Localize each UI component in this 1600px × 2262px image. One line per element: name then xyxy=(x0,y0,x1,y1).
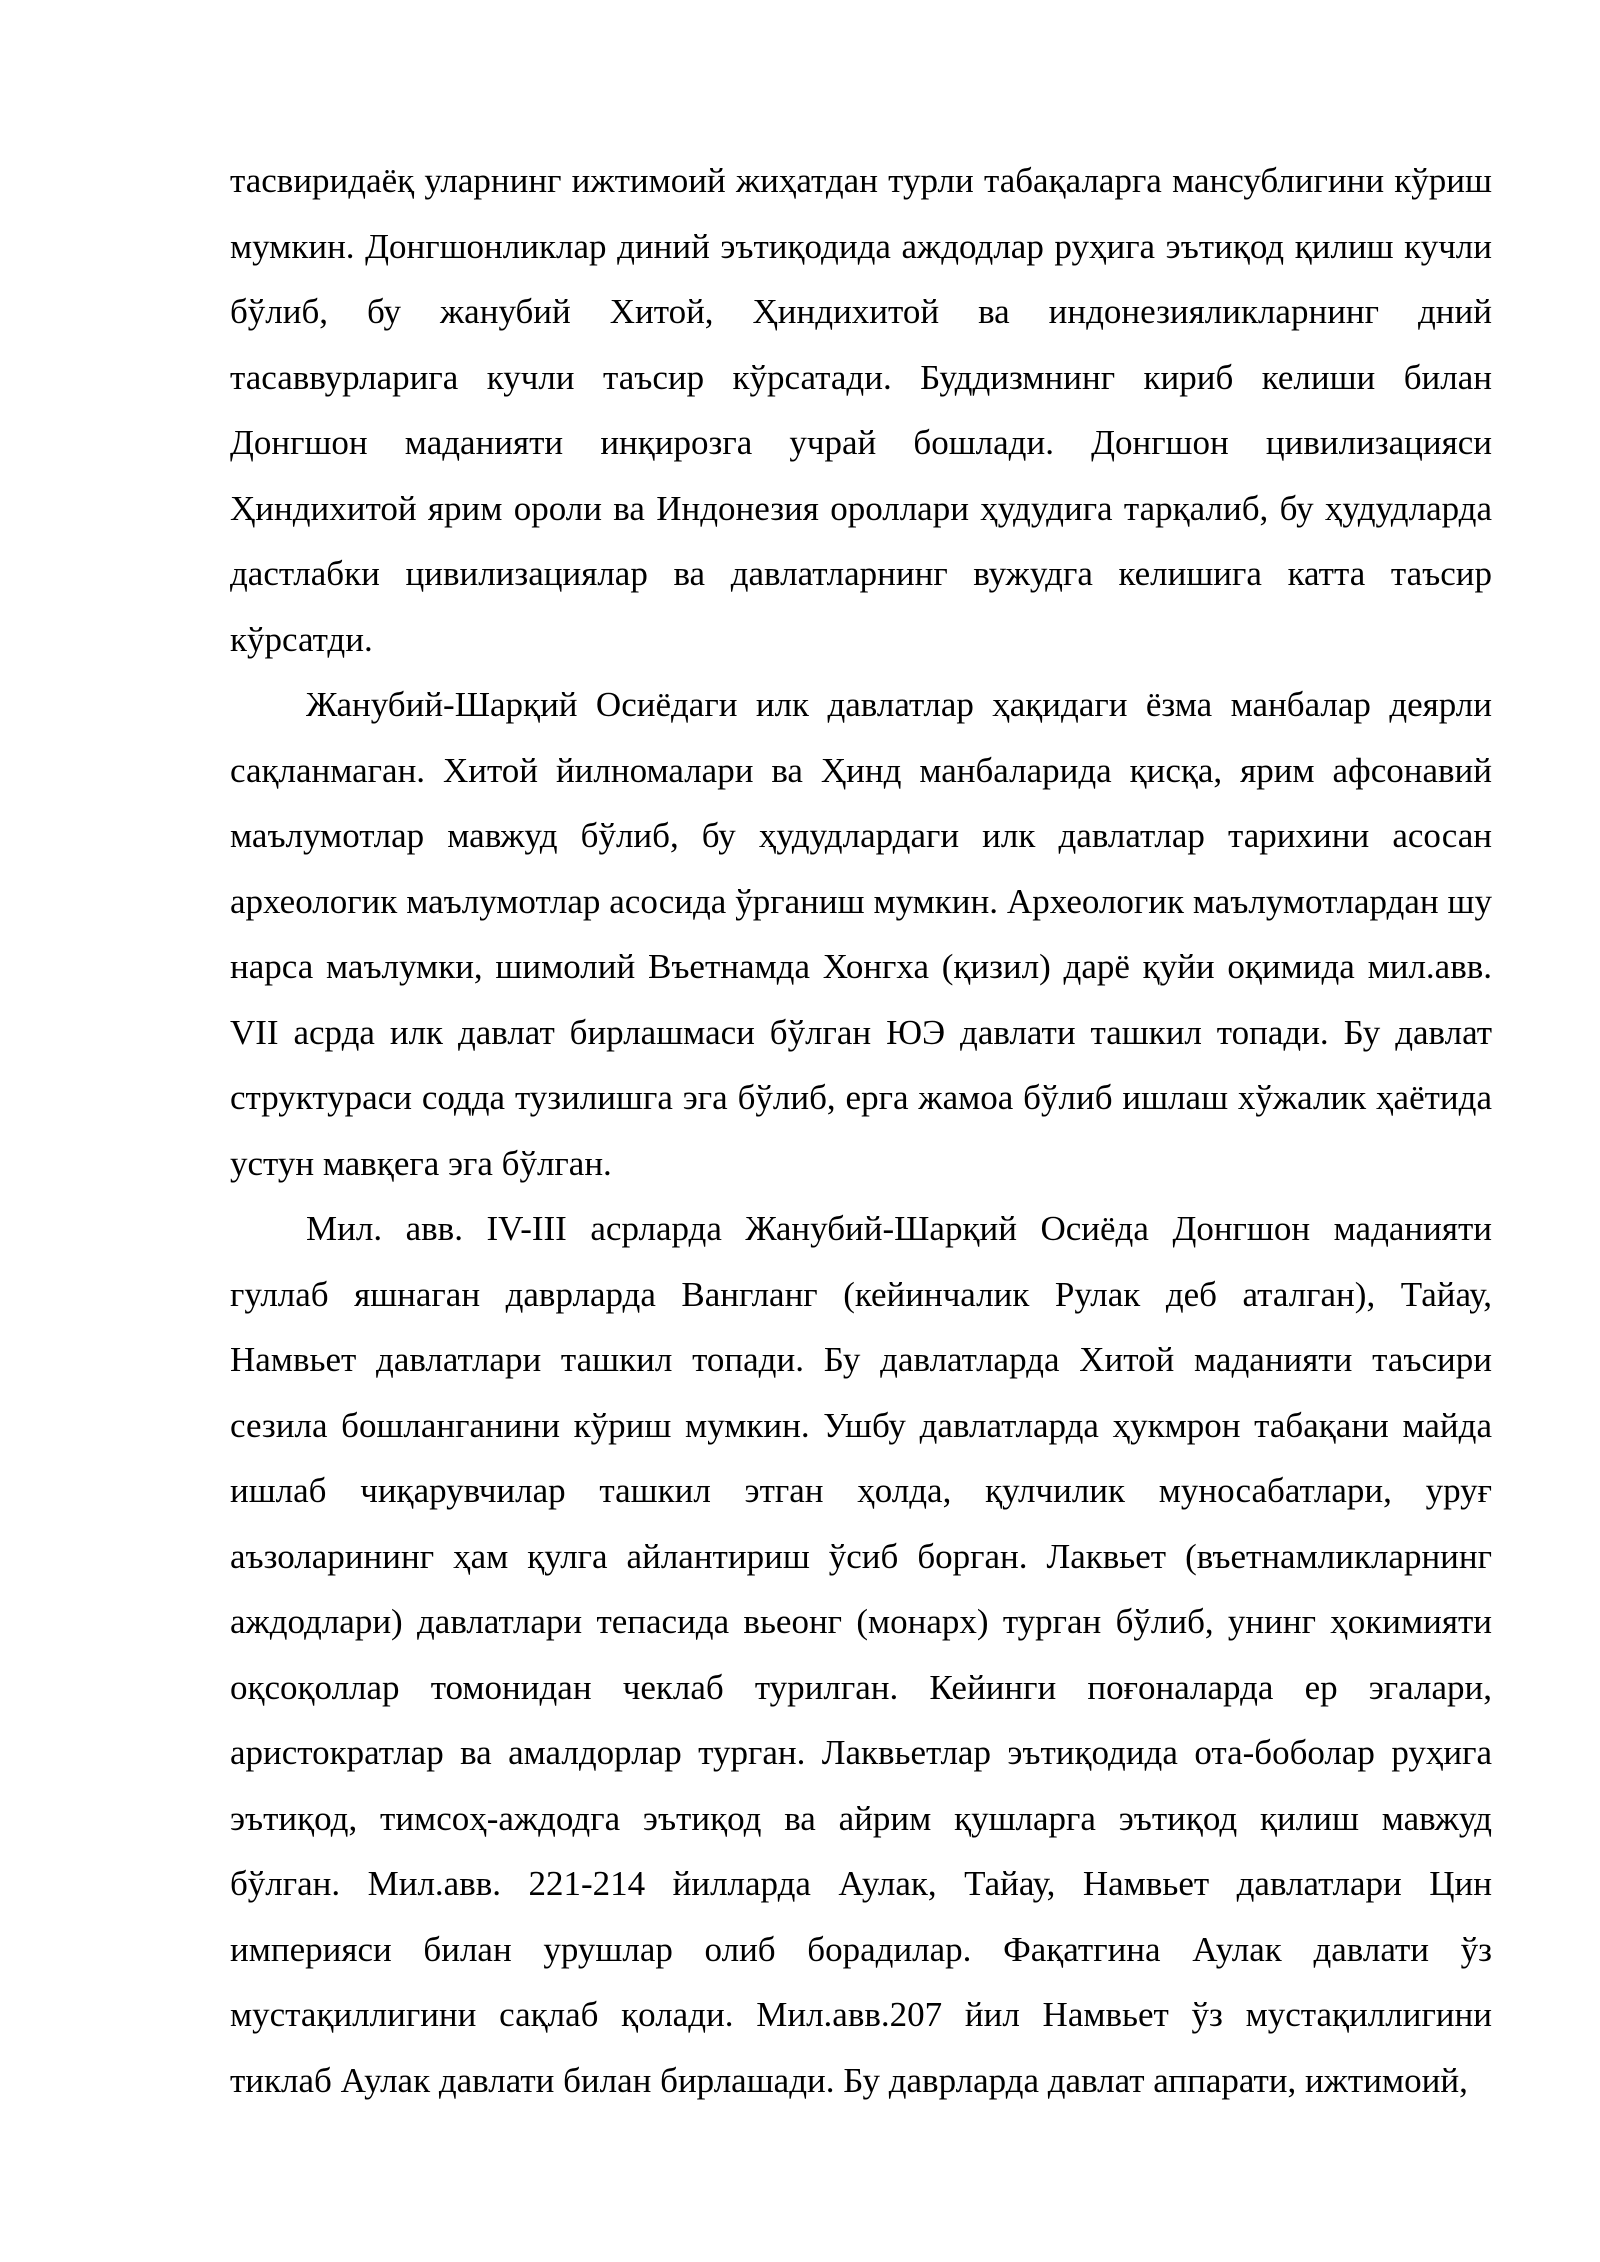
paragraph-1: тасвиридаёқ уларнинг ижтимоий жиҳатдан турли табақаларга мансублигини кўриш мумкин. Донгшонликлар диний эътиқодида аждодлар руҳига эътиқод қилиш кучли бўлиб, бу жанубий Хитой, Ҳиндихитой ва индонезияликларнинг дний тасаввурларига кучли таъсир кўрсатади. Буддизмнинг кириб келиши билан Донгшон маданияти инқирозга учрай бошлади. Донгшон цивилизацияси Ҳиндихитой ярим ороли ва Индонезия ороллари ҳудудига тарқалиб, бу ҳудудларда дастлабки цивилизациялар ва давлатларнинг вужудга келишига катта таъсир кўрсатди. xyxy=(230,161,1492,659)
paragraph-2: Жанубий-Шарқий Осиёдаги илк давлатлар ҳақидаги ёзма манбалар деярли сақланмаган. Хитой йилномалари ва Ҳинд манбаларида қисқа, ярим афсонавий маълумотлар мавжуд бўлиб, бу ҳудудлардаги илк давлатлар тарихини асосан археологик маълумотлар асосида ўрганиш мумкин. Археологик маълумотлардан шу нарса маълумки, шимолий Въетнамда Хонгха (қизил) дарё қуйи оқимида мил.авв. VII асрда илк давлат бирлашмаси бўлган ЮЭ давлати ташкил топади. Бу давлат структураси содда тузилишга эга бўлиб, ерга жамоа бўлиб ишлаш хўжалик ҳаётида устун мавқега эга бўлган. xyxy=(230,685,1492,1183)
paragraph-3: Мил. авв. IV-III асрларда Жанубий-Шарқий Осиёда Донгшон маданияти гуллаб яшнаган даврларда Вангланг (кейинчалик Рулак деб аталган), Тайау, Намвьет давлатлари ташкил топади. Бу давлатларда Хитой маданияти таъсири сезила бошланганини кўриш мумкин. Ушбу давлатларда ҳукмрон табақани майда ишлаб чиқарувчилар ташкил этган ҳолда, қулчилик муносабатлари, уруғ аъзоларининг ҳам қулга айлантириш ўсиб борган. Лаквьет (въетнамликларнинг аждодлари) давлатлари тепасида вьеонг (монарх) турган бўлиб, унинг ҳокимияти оқсоқоллар томонидан чеклаб турилган. Кейинги поғоналарда ер эгалари, аристократлар ва амалдорлар турган. Лаквьетлар эътиқодида ота-боболар руҳига эътиқод, тимсоҳ-аждодга эътиқод ва айрим қушларга эътиқод қилиш мавжуд бўлган. Мил.авв. 221-214 йилларда Аулак, Тайау, Намвьет давлатлари Цин империяси билан урушлар олиб борадилар. Фақатгина Аулак давлати ўз мустақиллигини сақлаб қолади. Мил.авв.207 йил Намвьет ўз мустақиллигини тиклаб Аулак давлати билан бирлашади. Бу даврларда давлат аппарати, ижтимоий, xyxy=(230,1209,1492,2100)
body-text xyxy=(230,148,1492,2113)
